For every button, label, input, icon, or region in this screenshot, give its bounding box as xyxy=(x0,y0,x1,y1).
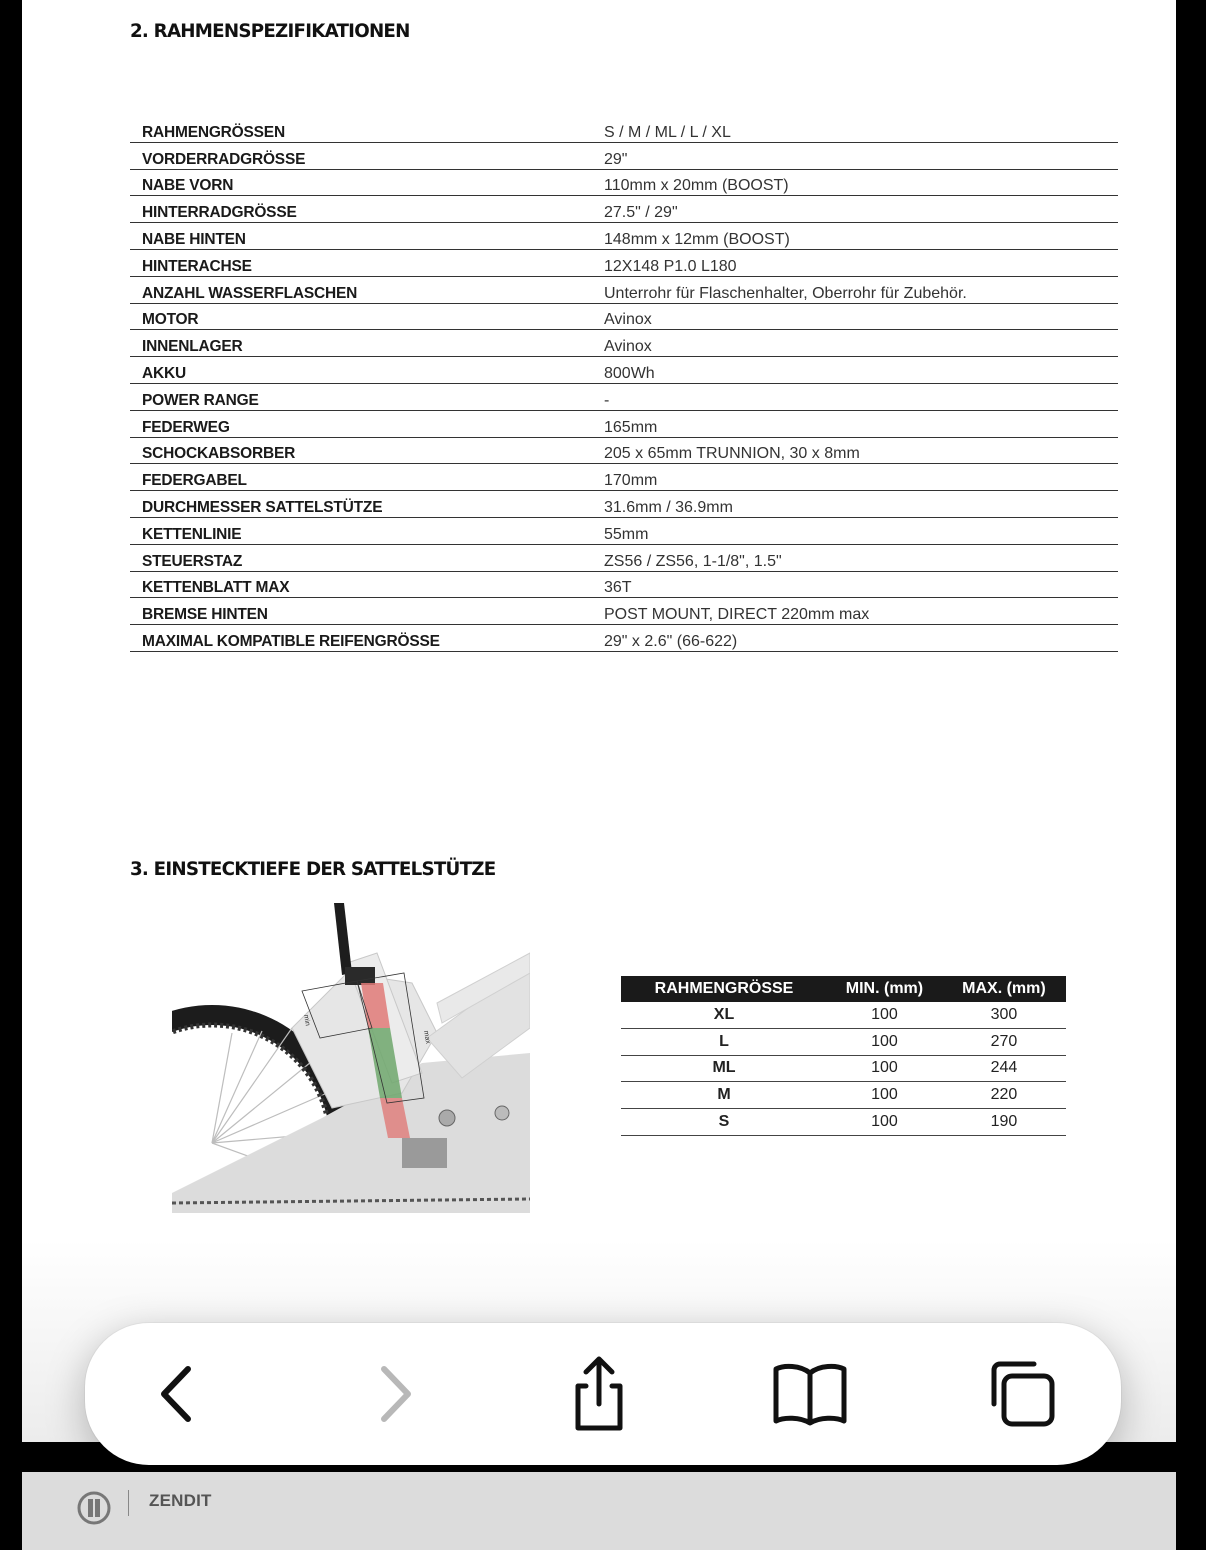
frame-size-cell: L xyxy=(621,1028,827,1055)
bookmarks-button[interactable] xyxy=(769,1353,851,1435)
frame-size-cell: ML xyxy=(621,1055,827,1082)
frame-size-cell: M xyxy=(621,1082,827,1109)
frame-size-cell: S xyxy=(621,1109,827,1136)
header-max: MAX. (mm) xyxy=(942,976,1066,1002)
spec-row xyxy=(130,491,1118,518)
share-button[interactable] xyxy=(558,1353,640,1435)
spec-label: NABE HINTEN xyxy=(130,223,592,250)
spec-label: KETTENLINIE xyxy=(130,517,592,544)
min-cell: 100 xyxy=(827,1002,942,1028)
spec-row xyxy=(130,571,1118,598)
spec-label: SCHOCKABSORBER xyxy=(130,437,592,464)
tabs-icon xyxy=(984,1356,1060,1432)
chevron-left-icon xyxy=(148,1359,208,1429)
spec-row xyxy=(130,437,1118,464)
spec-value: 205 x 65mm TRUNNION, 30 x 8mm xyxy=(592,437,1118,464)
header-frame-size: RAHMENGRÖSSE xyxy=(621,976,827,1002)
spec-value: 55mm xyxy=(592,517,1118,544)
spec-label: AKKU xyxy=(130,357,592,384)
size-row xyxy=(621,1028,1066,1055)
max-cell: 244 xyxy=(942,1055,1066,1082)
spec-value: 165mm xyxy=(592,410,1118,437)
spec-row xyxy=(130,223,1118,250)
spec-value: 29" x 2.6" (66-622) xyxy=(592,625,1118,652)
max-cell: 190 xyxy=(942,1109,1066,1136)
max-cell: 270 xyxy=(942,1028,1066,1055)
section-title-frame-specs: 2. RAHMENSPEZIFIKATIONEN xyxy=(130,20,410,42)
spec-value: 31.6mm / 36.9mm xyxy=(592,491,1118,518)
tabs-button[interactable] xyxy=(981,1353,1063,1435)
spec-label: STEUERSTAZ xyxy=(130,544,592,571)
spec-row xyxy=(130,116,1118,142)
spec-label: HINTERRADGRÖSSE xyxy=(130,196,592,223)
spec-label: POWER RANGE xyxy=(130,383,592,410)
spec-value: Unterrohr für Flaschenhalter, Oberrohr für Zubehör. xyxy=(592,276,1118,303)
seatpost-diagram xyxy=(172,903,530,1213)
spec-row xyxy=(130,196,1118,223)
spec-label: MAXIMAL KOMPATIBLE REIFENGRÖSSE xyxy=(130,625,592,652)
spec-value: POST MOUNT, DIRECT 220mm max xyxy=(592,598,1118,625)
spec-value: - xyxy=(592,383,1118,410)
spec-value: ZS56 / ZS56, 1-1/8", 1.5" xyxy=(592,544,1118,571)
spec-row xyxy=(130,142,1118,169)
spec-label: KETTENBLATT MAX xyxy=(130,571,592,598)
max-cell: 300 xyxy=(942,1002,1066,1028)
spec-row xyxy=(130,464,1118,491)
min-cell: 100 xyxy=(827,1055,942,1082)
spec-label: FEDERWEG xyxy=(130,410,592,437)
size-row xyxy=(621,1109,1066,1136)
share-icon xyxy=(564,1354,634,1434)
size-row xyxy=(621,1082,1066,1109)
size-row xyxy=(621,1002,1066,1028)
spec-label: DURCHMESSER SATTELSTÜTZE xyxy=(130,491,592,518)
spec-value: Avinox xyxy=(592,330,1118,357)
spec-label: ANZAHL WASSERFLASCHEN xyxy=(130,276,592,303)
spec-row xyxy=(130,517,1118,544)
spec-row xyxy=(130,276,1118,303)
spec-row xyxy=(130,169,1118,196)
spec-value: 29" xyxy=(592,142,1118,169)
spec-value: 12X148 P1.0 L180 xyxy=(592,249,1118,276)
max-label: max xyxy=(422,1030,432,1045)
spec-label: VORDERRADGRÖSSE xyxy=(130,142,592,169)
min-label: min xyxy=(302,1014,311,1027)
max-cell: 220 xyxy=(942,1082,1066,1109)
spec-label: RAHMENGRÖSSEN xyxy=(130,116,592,142)
chevron-right-icon xyxy=(364,1359,424,1429)
header-min: MIN. (mm) xyxy=(827,976,942,1002)
spec-row xyxy=(130,357,1118,384)
spec-row xyxy=(130,249,1118,276)
spec-value: Avinox xyxy=(592,303,1118,330)
spec-label: MOTOR xyxy=(130,303,592,330)
browser-toolbar xyxy=(85,1323,1121,1465)
spec-row xyxy=(130,383,1118,410)
spec-label: HINTERACHSE xyxy=(130,249,592,276)
spec-value: 36T xyxy=(592,571,1118,598)
section-title-seatpost-insertion: 3. EINSTECKTIEFE DER SATTELSTÜTZE xyxy=(130,858,496,880)
spec-value: S / M / ML / L / XL xyxy=(592,116,1118,142)
back-button[interactable] xyxy=(137,1353,219,1435)
spec-value: 800Wh xyxy=(592,357,1118,384)
spec-row xyxy=(130,625,1118,652)
spec-value: 110mm x 20mm (BOOST) xyxy=(592,169,1118,196)
spec-row xyxy=(130,410,1118,437)
spec-label: NABE VORN xyxy=(130,169,592,196)
footer-bar xyxy=(22,1472,1176,1550)
spec-value: 170mm xyxy=(592,464,1118,491)
footer-brand-name: ZENDIT xyxy=(149,1491,212,1510)
spec-label: INNENLAGER xyxy=(130,330,592,357)
spec-label: BREMSE HINTEN xyxy=(130,598,592,625)
spec-value: 27.5" / 29" xyxy=(592,196,1118,223)
spec-value: 148mm x 12mm (BOOST) xyxy=(592,223,1118,250)
min-cell: 100 xyxy=(827,1028,942,1055)
frame-spec-table xyxy=(130,116,1118,652)
spec-row xyxy=(130,544,1118,571)
size-row xyxy=(621,1055,1066,1082)
seatpost-insertion-table xyxy=(621,976,1066,1136)
min-cell: 100 xyxy=(827,1082,942,1109)
spec-row xyxy=(130,598,1118,625)
spec-label: FEDERGABEL xyxy=(130,464,592,491)
frame-size-cell: XL xyxy=(621,1002,827,1028)
brand-logo-icon xyxy=(76,1490,112,1526)
spec-row xyxy=(130,303,1118,330)
forward-button[interactable] xyxy=(353,1353,435,1435)
min-cell: 100 xyxy=(827,1109,942,1136)
document-page xyxy=(22,0,1176,1442)
spec-row xyxy=(130,330,1118,357)
book-icon xyxy=(770,1359,850,1429)
